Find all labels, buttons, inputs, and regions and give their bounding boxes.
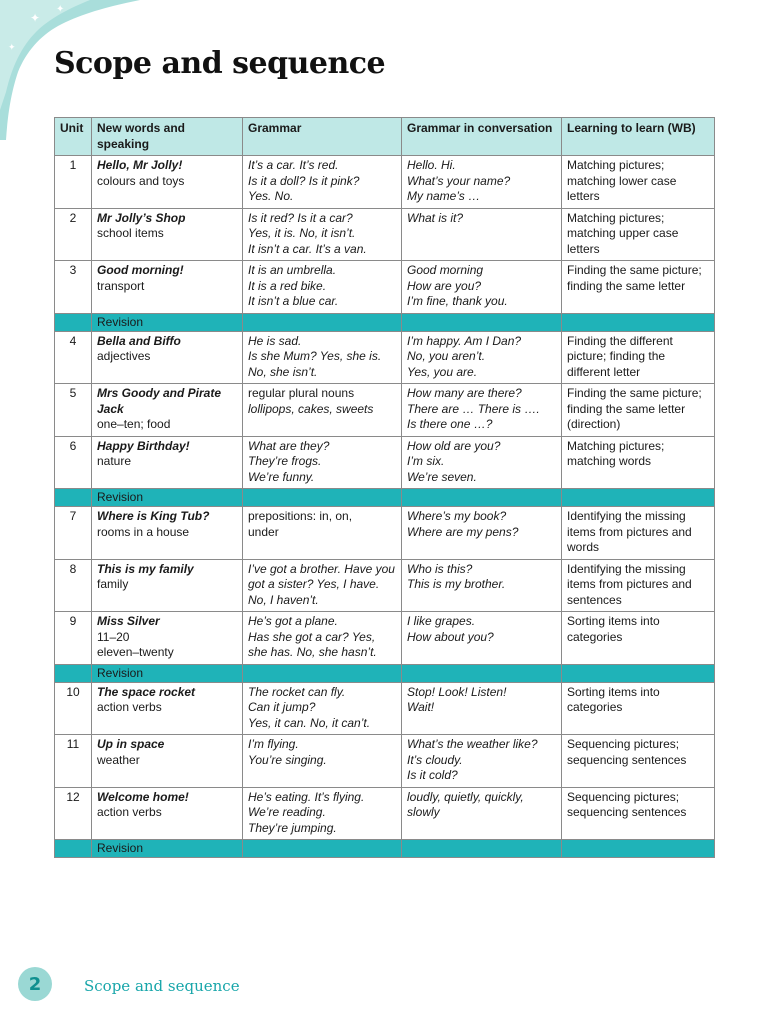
- revision-row: [55, 664, 715, 682]
- revision-cell: [243, 313, 402, 331]
- unit-number: 5: [55, 384, 92, 437]
- conversation-line: Where are my pens?: [407, 524, 519, 539]
- table-row: [55, 156, 715, 209]
- grammar-line: lollipops, cakes, sweets: [248, 401, 374, 416]
- learning-cell: Finding the different picture; finding the different letter: [562, 331, 715, 384]
- learning-cell: Sorting items into categories: [562, 612, 715, 665]
- grammar-line: Yes, it is. No, it isn’t.: [248, 226, 356, 240]
- new-words-cell: [92, 507, 243, 560]
- grammar-line: You’re singing.: [248, 752, 327, 767]
- new-words-cell: [92, 682, 243, 735]
- conversation-cell: [402, 436, 562, 489]
- conversation-line: There are … There is ….: [407, 401, 540, 416]
- conversation-cell: [402, 612, 562, 665]
- grammar-line: They’re frogs.: [248, 454, 322, 468]
- unit-number: 8: [55, 559, 92, 612]
- grammar-cell: [243, 208, 402, 261]
- table-row: [55, 436, 715, 489]
- conversation-line: Wait!: [407, 700, 435, 714]
- grammar-line: It is a red bike.: [248, 278, 327, 293]
- page-number-badge: 2: [18, 967, 52, 1001]
- conversation-line: Where’s my book?: [407, 509, 507, 523]
- grammar-cell: [243, 559, 402, 612]
- conversation-line: Who is this?: [407, 561, 473, 576]
- conversation-line: Is it cold?: [407, 768, 458, 782]
- learning-cell: Sorting items into categories: [562, 682, 715, 735]
- conversation-line: What’s your name?: [407, 173, 511, 188]
- table-row: [55, 682, 715, 735]
- grammar-line: It is an umbrella.: [248, 263, 337, 277]
- conversation-cell: [402, 208, 562, 261]
- header-unit: Unit: [55, 118, 92, 156]
- conversation-line: How many are there?: [407, 386, 522, 400]
- conversation-line: Stop! Look! Listen!: [407, 684, 507, 699]
- revision-row: [55, 840, 715, 858]
- unit-number: 10: [55, 682, 92, 735]
- table-row: [55, 735, 715, 788]
- grammar-line: Has she got a car? Yes, she has. No, she hasn’t.: [248, 629, 377, 659]
- table-row: [55, 261, 715, 314]
- learning-cell: Matching pictures; matching lower case letters: [562, 156, 715, 209]
- conversation-cell: [402, 261, 562, 314]
- grammar-line: What are they?: [248, 438, 330, 453]
- learning-cell: Finding the same picture; finding the same letter: [562, 261, 715, 314]
- new-words-cell: [92, 436, 243, 489]
- grammar-cell: [243, 261, 402, 314]
- new-words-cell: [92, 735, 243, 788]
- new-words-cell: [92, 208, 243, 261]
- vocabulary-topic: one–ten; food: [97, 417, 171, 431]
- revision-cell: [243, 840, 402, 858]
- revision-cell: [562, 313, 715, 331]
- unit-title: Up in space: [97, 737, 165, 751]
- unit-title: Mr Jolly’s Shop: [97, 210, 186, 225]
- revision-label: Revision: [92, 664, 243, 682]
- unit-number: 11: [55, 735, 92, 788]
- unit-number: 3: [55, 261, 92, 314]
- vocabulary-topic: colours and toys: [97, 173, 185, 188]
- grammar-line: Is it red? Is it a car?: [248, 210, 353, 225]
- revision-cell: [55, 840, 92, 858]
- conversation-line: Yes, you are.: [407, 364, 478, 379]
- grammar-cell: [243, 384, 402, 437]
- grammar-cell: [243, 331, 402, 384]
- revision-cell: [55, 664, 92, 682]
- conversation-line: Hello. Hi.: [407, 158, 456, 172]
- vocabulary-topic: weather: [97, 752, 140, 767]
- new-words-cell: [92, 331, 243, 384]
- vocabulary-topic: transport: [97, 278, 145, 293]
- grammar-line: under: [248, 524, 279, 539]
- grammar-cell: [243, 156, 402, 209]
- table-row: [55, 507, 715, 560]
- table-row: [55, 208, 715, 261]
- new-words-cell: [92, 156, 243, 209]
- scope-table: [54, 117, 715, 858]
- new-words-cell: [92, 261, 243, 314]
- conversation-line: Good morning: [407, 263, 484, 277]
- learning-cell: Sequencing pictures; sequencing sentences: [562, 787, 715, 840]
- grammar-cell: [243, 507, 402, 560]
- conversation-line: My name’s …: [407, 189, 481, 203]
- conversation-line: What is it?: [407, 210, 464, 225]
- unit-number: 2: [55, 208, 92, 261]
- header-grammar-conversation: Grammar in conversation: [402, 118, 562, 156]
- conversation-cell: [402, 735, 562, 788]
- grammar-cell: [243, 436, 402, 489]
- revision-cell: [55, 489, 92, 507]
- conversation-line: How are you?: [407, 278, 482, 293]
- header-new-words: New words and speaking: [92, 118, 243, 156]
- grammar-line: I’m flying.: [248, 737, 299, 751]
- grammar-line: He’s got a plane.: [248, 614, 338, 628]
- conversation-line: We’re seven.: [407, 469, 477, 484]
- vocabulary-topic: nature: [97, 454, 132, 468]
- unit-title: This is my family: [97, 561, 194, 576]
- table-header-row: [55, 118, 715, 156]
- unit-number: 7: [55, 507, 92, 560]
- conversation-line: How about you?: [407, 629, 494, 644]
- grammar-line: regular plural nouns: [248, 386, 355, 400]
- conversation-line: I’m fine, thank you.: [407, 294, 508, 308]
- table-row: [55, 384, 715, 437]
- table-row: [55, 612, 715, 665]
- revision-cell: [562, 664, 715, 682]
- revision-cell: [402, 840, 562, 858]
- unit-number: 4: [55, 331, 92, 384]
- table-row: [55, 787, 715, 840]
- svg-text:✦: ✦: [30, 11, 41, 25]
- grammar-line: prepositions: in, on,: [248, 509, 353, 523]
- conversation-cell: [402, 787, 562, 840]
- revision-cell: [562, 840, 715, 858]
- header-grammar: Grammar: [243, 118, 402, 156]
- unit-number: 1: [55, 156, 92, 209]
- new-words-cell: [92, 612, 243, 665]
- header-learning-to-learn: Learning to learn (WB): [562, 118, 715, 156]
- unit-number: 9: [55, 612, 92, 665]
- conversation-cell: [402, 559, 562, 612]
- vocabulary-topic: action verbs: [97, 805, 162, 819]
- new-words-cell: [92, 384, 243, 437]
- revision-label: Revision: [92, 489, 243, 507]
- revision-cell: [243, 664, 402, 682]
- unit-title: Welcome home!: [97, 789, 189, 804]
- vocabulary-topic: family: [97, 577, 129, 591]
- grammar-line: We’re reading.: [248, 805, 326, 819]
- unit-title: Where is King Tub?: [97, 509, 210, 523]
- new-words-cell: [92, 787, 243, 840]
- unit-title: Mrs Goody and Pirate Jack: [97, 386, 222, 416]
- new-words-cell: [92, 559, 243, 612]
- table-row: [55, 559, 715, 612]
- revision-cell: [55, 313, 92, 331]
- vocabulary-topic: action verbs: [97, 700, 162, 714]
- learning-cell: Matching pictures; matching upper case letters: [562, 208, 715, 261]
- conversation-line: I’m six.: [407, 454, 445, 468]
- conversation-line: How old are you?: [407, 438, 501, 453]
- conversation-cell: [402, 384, 562, 437]
- revision-cell: [402, 664, 562, 682]
- vocabulary-topic: adjectives: [97, 349, 151, 363]
- conversation-line: This is my brother.: [407, 577, 506, 591]
- unit-title: Bella and Biffo: [97, 333, 181, 348]
- svg-text:✦: ✦: [8, 43, 16, 53]
- revision-label: Revision: [92, 313, 243, 331]
- grammar-line: He is sad.: [248, 333, 302, 348]
- conversation-line: loudly, quietly, quickly, slowly: [407, 789, 524, 819]
- grammar-line: No, she isn’t.: [248, 364, 318, 379]
- grammar-line: Yes, it can. No, it can’t.: [248, 715, 371, 730]
- grammar-line: Can it jump?: [248, 700, 316, 714]
- conversation-line: It’s cloudy.: [407, 752, 463, 767]
- revision-cell: [402, 489, 562, 507]
- learning-cell: Identifying the missing items from pictures and sentences: [562, 559, 715, 612]
- svg-text:✦: ✦: [56, 4, 65, 15]
- learning-cell: Identifying the missing items from pictures and words: [562, 507, 715, 560]
- grammar-line: It isn’t a car. It’s a van.: [248, 241, 367, 256]
- grammar-line: Yes. No.: [248, 189, 294, 203]
- vocabulary-topic: 11–20: [97, 629, 130, 644]
- grammar-line: They’re jumping.: [248, 820, 337, 835]
- conversation-line: No, you aren’t.: [407, 349, 486, 363]
- unit-number: 6: [55, 436, 92, 489]
- grammar-line: It isn’t a blue car.: [248, 294, 339, 308]
- grammar-line: Is she Mum? Yes, she is.: [248, 349, 382, 363]
- grammar-line: It’s a car. It’s red.: [248, 158, 339, 172]
- unit-title: The space rocket: [97, 684, 196, 699]
- vocabulary-topic: school items: [97, 226, 164, 240]
- footer-label: Scope and sequence: [84, 977, 240, 995]
- vocabulary-topic: rooms in a house: [97, 524, 190, 539]
- grammar-cell: [243, 735, 402, 788]
- grammar-line: Is it a doll? Is it pink?: [248, 173, 360, 188]
- conversation-line: Is there one …?: [407, 417, 493, 431]
- table-row: [55, 331, 715, 384]
- conversation-cell: [402, 156, 562, 209]
- grammar-cell: [243, 787, 402, 840]
- unit-title: Hello, Mr Jolly!: [97, 158, 183, 172]
- unit-number: 12: [55, 787, 92, 840]
- grammar-cell: [243, 682, 402, 735]
- revision-cell: [562, 489, 715, 507]
- revision-cell: [402, 313, 562, 331]
- page-title: Scope and sequence: [54, 46, 386, 81]
- conversation-line: I like grapes.: [407, 614, 476, 628]
- conversation-cell: [402, 682, 562, 735]
- learning-cell: Matching pictures; matching words: [562, 436, 715, 489]
- grammar-line: He’s eating. It’s flying.: [248, 789, 365, 804]
- grammar-line: We’re funny.: [248, 469, 315, 484]
- learning-cell: Finding the same picture; finding the same letter (direction): [562, 384, 715, 437]
- conversation-line: I’m happy. Am I Dan?: [407, 333, 522, 348]
- grammar-line: I’ve got a brother. Have you got a sister? Yes, I have. No, I haven’t.: [248, 561, 395, 607]
- grammar-line: The rocket can fly.: [248, 684, 346, 699]
- vocabulary-topic: eleven–twenty: [97, 645, 174, 659]
- unit-title: Good morning!: [97, 263, 184, 277]
- unit-title: Happy Birthday!: [97, 438, 190, 453]
- conversation-cell: [402, 507, 562, 560]
- conversation-cell: [402, 331, 562, 384]
- table-body: [55, 156, 715, 858]
- conversation-line: What’s the weather like?: [407, 737, 538, 751]
- revision-row: [55, 313, 715, 331]
- revision-row: [55, 489, 715, 507]
- learning-cell: Sequencing pictures; sequencing sentences: [562, 735, 715, 788]
- unit-title: Miss Silver: [97, 614, 160, 628]
- revision-cell: [243, 489, 402, 507]
- grammar-cell: [243, 612, 402, 665]
- revision-label: Revision: [92, 840, 243, 858]
